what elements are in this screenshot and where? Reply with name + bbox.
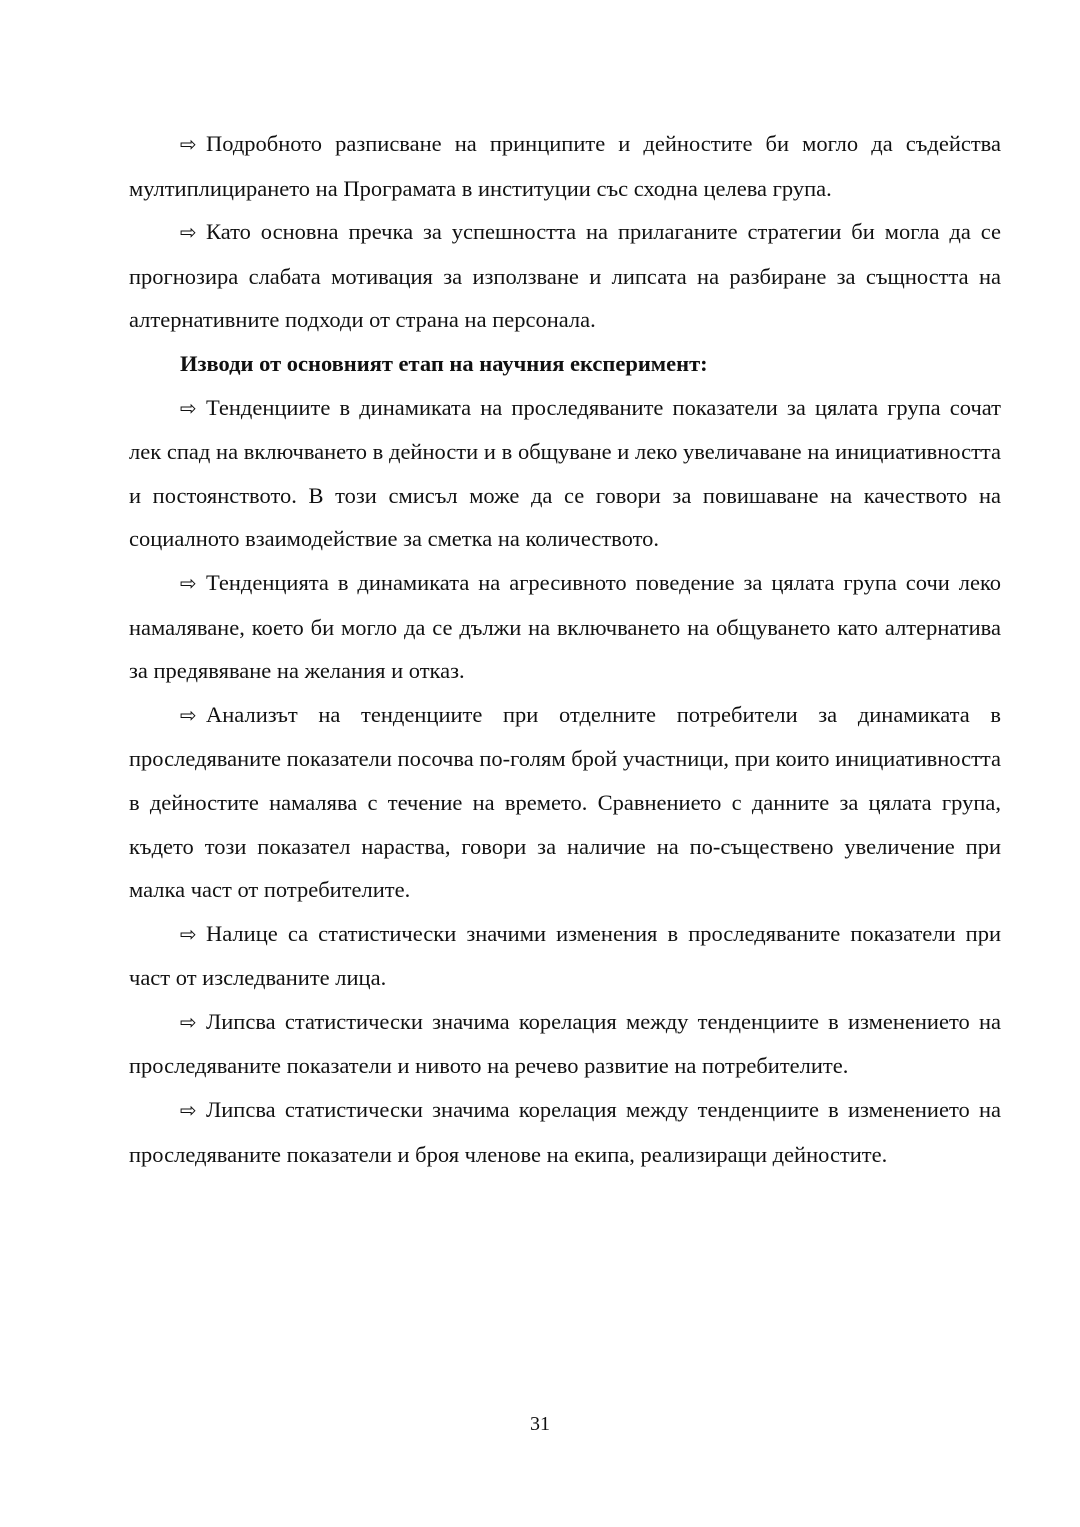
arrow-icon: ⇨	[180, 702, 197, 727]
arrow-icon: ⇨	[180, 1009, 197, 1034]
paragraph-text: Като основна пречка за успешността на прилаганите стратегии би могла да се прогнозира слабата мотивация за използване и липсата на разбиране за същността на алтернативните подходи от страна на персонала.	[129, 219, 1001, 333]
section-heading: Изводи от основният етап на научния експеримент:	[180, 350, 708, 376]
paragraph	[129, 912, 1001, 1000]
paragraph-text: Липсва статистически значима корелация между тенденциите в изменението на проследяваните показатели и нивото на речево развитие на потребителите.	[129, 1008, 1001, 1079]
paragraph	[129, 1000, 1001, 1088]
paragraph	[129, 210, 1001, 342]
arrow-icon: ⇨	[180, 570, 197, 595]
paragraph	[129, 693, 1001, 912]
arrow-icon: ⇨	[180, 395, 197, 420]
page-body	[129, 122, 1001, 1176]
arrow-icon: ⇨	[180, 921, 197, 946]
page-number: 31	[530, 1413, 550, 1435]
paragraph	[129, 561, 1001, 693]
arrow-icon: ⇨	[180, 1098, 197, 1123]
paragraph	[129, 122, 1001, 210]
paragraph-text: Липсва статистически значима корелация между тенденциите в изменението на проследяваните показатели и броя членове на екипа, реализиращи дейностите.	[129, 1097, 1001, 1167]
paragraph-text: Налице са статистически значими изменения в проследяваните показатели при част от изследваните лица.	[129, 920, 1001, 991]
arrow-icon: ⇨	[180, 132, 197, 156]
arrow-icon: ⇨	[180, 220, 197, 245]
paragraph	[129, 386, 1001, 561]
paragraph-text: Подробното разписване на принципите и дейностите би могло да съдейства мултиплицирането на Програмата в институции със сходна целева група.	[129, 131, 1001, 201]
paragraph-text: Анализът на тенденциите при отделните потребители за динамиката в проследяваните показатели посочва по-голям брой участници, при които инициативността в дейностите намалява с течение на времето. Сравнението с данните за цялата група, където този показател нараства, говори за наличие на по-съществено увеличение при малка част от потребителите.	[129, 701, 1001, 903]
paragraph	[129, 1088, 1001, 1176]
paragraph-text: Тенденцията в динамиката на агресивното поведение за цялата група сочи леко намаляване, което би могло да се дължи на включването на общуването като алтернатива за предявяване на желания и отказ.	[129, 569, 1001, 684]
paragraph-text: Тенденциите в динамиката на проследяваните показатели за цялата група сочат лек спад на включването в дейности и в общуване и леко увеличаване на инициативността и постоянството. В този смисъл може да се говори за повишаване на качеството на социалното взаимодействие за сметка на количеството.	[129, 394, 1001, 552]
